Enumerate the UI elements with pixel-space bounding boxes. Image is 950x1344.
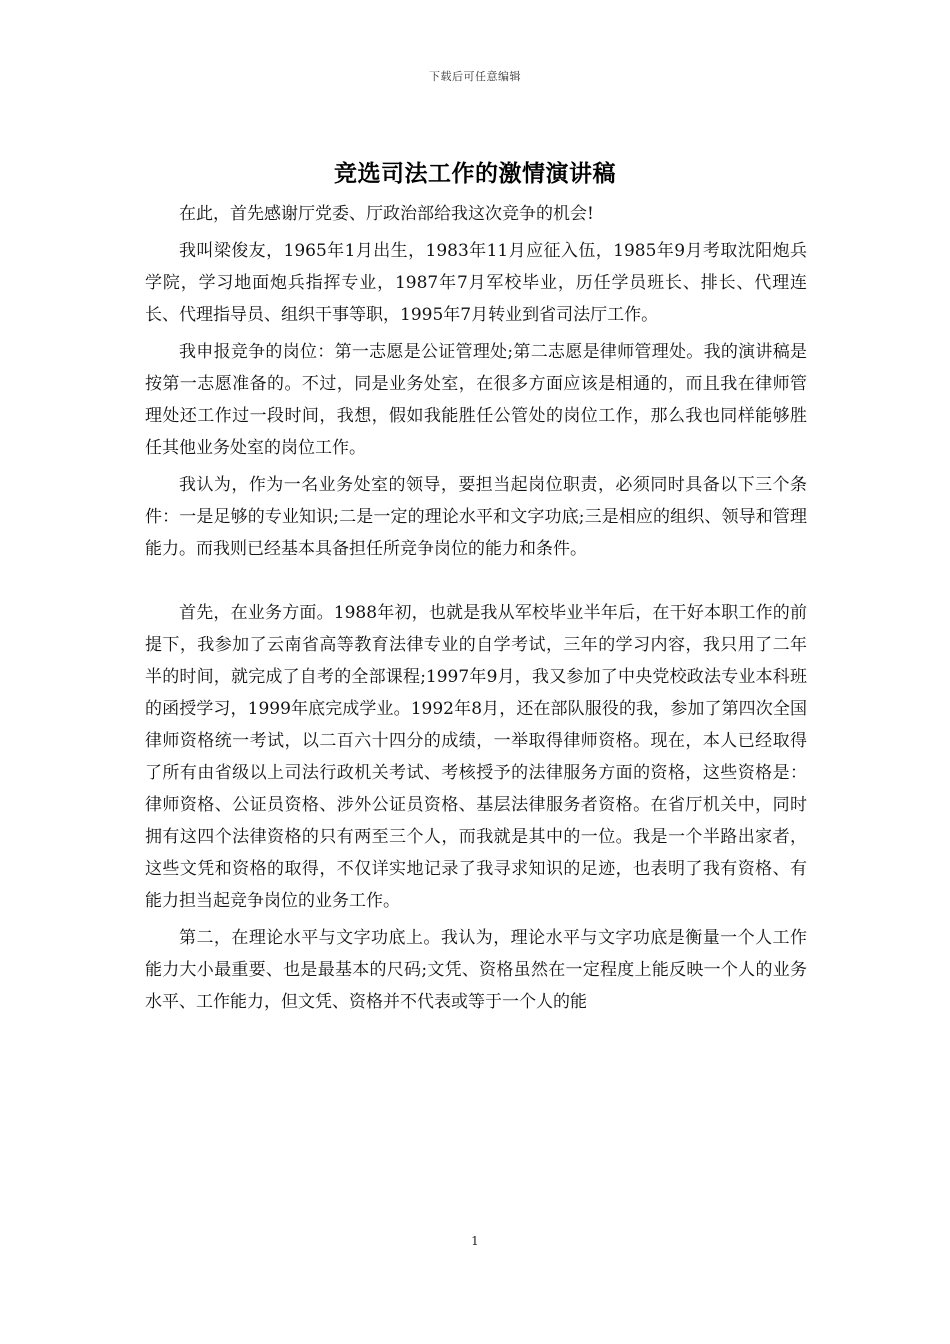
document-body <box>145 198 807 1023</box>
page-header-note: 下载后可任意编辑 <box>429 70 521 83</box>
paragraph-position-choice: 我申报竞争的岗位：第一志愿是公证管理处;第二志愿是律师管理处。我的演讲稿是按第一志愿准备的。不过，同是业务处室，在很多方面应该是相通的，而且我在律师管理处还工作过一段时间，我想，假如我能胜任公管处的岗位工作，那么我也同样能够胜任其他业务处室的岗位工作。 <box>145 342 807 458</box>
paragraph-thanks: 在此，首先感谢厅党委、厅政治部给我这次竞争的机会! <box>179 204 594 224</box>
paragraph-self-introduction: 我叫梁俊友，1965年1月出生，1983年11月应征入伍，1985年9月考取沈阳炮兵学院，学习地面炮兵指挥专业，1987年7月军校毕业，历任学员班长、排长、代理连长、代理指导员、组织干事等职，1995年7月转业到省司法厅工作。 <box>145 241 807 325</box>
paragraph-business-qualifications: 首先，在业务方面。1988年初，也就是我从军校毕业半年后，在干好本职工作的前提下，我参加了云南省高等教育法律专业的自学考试，三年的学习内容，我只用了二年半的时间，就完成了自考的全部课程;1997年9月，我又参加了中央党校政法专业本科班的函授学习，1999年底完成学业。1992年8月，还在部队服役的我，参加了第四次全国律师资格统一考试，以二百六十四分的成绩，一举取得律师资格。现在，本人已经取得了所有由省级以上司法行政机关考试、考核授予的法律服务方面的资格，这些资格是：律师资格、公证员资格、涉外公证员资格、基层法律服务者资格。在省厅机关中，同时拥有这四个法律资格的只有两至三个人，而我就是其中的一位。我是一个半路出家者，这些文凭和资格的取得，不仅详实地记录了我寻求知识的足迹，也表明了我有资格、有能力担当起竞争岗位的业务工作。 <box>145 603 807 911</box>
page-number: 1 <box>471 1234 479 1248</box>
paragraph-requirements: 我认为，作为一名业务处室的领导，要担当起岗位职责，必须同时具备以下三个条件：一是足够的专业知识;二是一定的理论水平和文字功底;三是相应的组织、领导和管理能力。而我则已经基本具备担任所竞争岗位的能力和条件。 <box>145 475 807 559</box>
document-title: 竞选司法工作的激情演讲稿 <box>334 160 616 187</box>
paragraph-theory-writing: 第二，在理论水平与文字功底上。我认为，理论水平与文字功底是衡量一个人工作能力大小最重要、也是最基本的尺码;文凭、资格虽然在一定程度上能反映一个人的业务水平、工作能力，但文凭、资格并不代表或等于一个人的能 <box>145 928 807 1012</box>
